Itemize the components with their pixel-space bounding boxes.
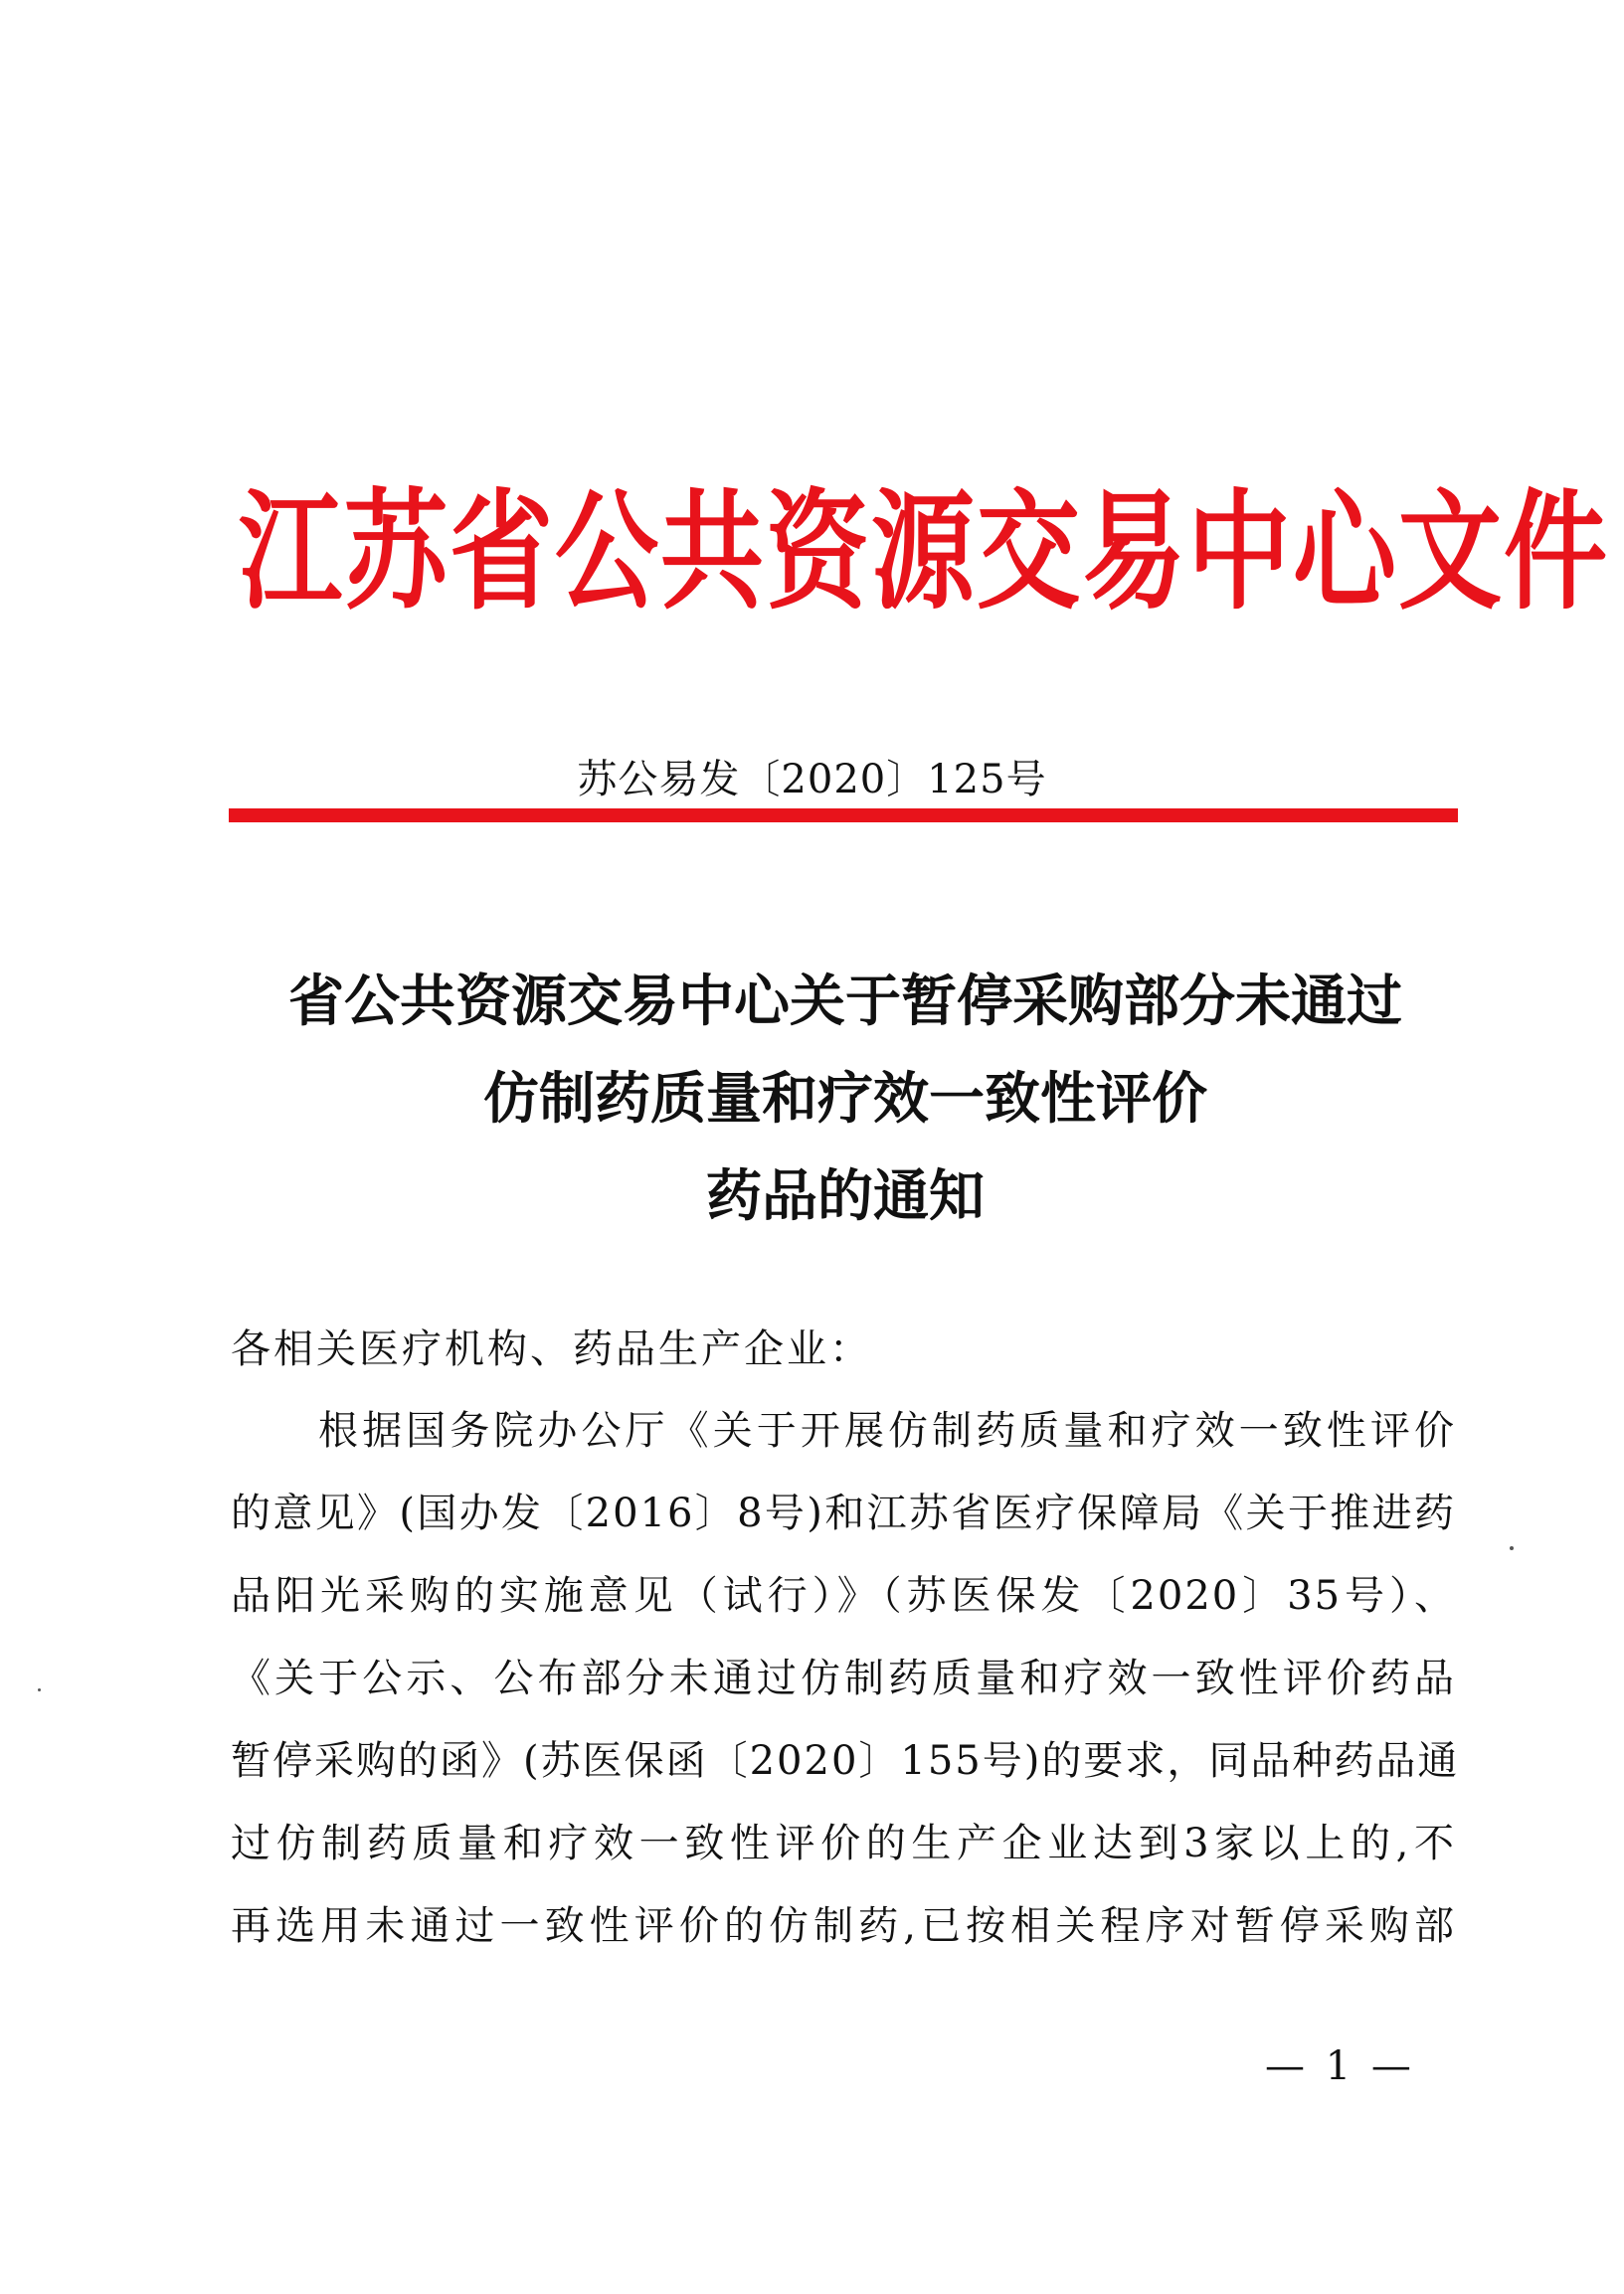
salutation: 各相关医疗机构、药品生产企业： — [231, 1326, 872, 1372]
red-divider-rule — [229, 808, 1458, 822]
title-line-3: 药品的通知 — [706, 1163, 985, 1229]
page-number: — 1 — — [1265, 2043, 1415, 2089]
body-line-7: 再选用未通过一致性评价的仿制药,已按相关程序对暂停采购部 — [231, 1903, 1456, 1949]
scan-speck — [1510, 1546, 1514, 1550]
body-line-5: 暂停采购的函》(苏医保函〔2020〕155号)的要求，同品种药品通 — [231, 1738, 1460, 1784]
title-line-2: 仿制药质量和疗效一致性评价 — [483, 1066, 1207, 1132]
scan-speck — [38, 1688, 41, 1691]
body-line-6: 过仿制药质量和疗效一致性评价的生产企业达到3家以上的,不 — [231, 1821, 1456, 1866]
body-paragraph — [231, 1390, 1460, 1968]
notice-title — [199, 953, 1492, 1245]
document-number: 苏公易发〔2020〕125号 — [577, 757, 1047, 802]
body-line-2: 的意见》(国办发〔2016〕8号)和江苏省医疗保障局《关于推进药 — [231, 1491, 1456, 1536]
body-line-1: 根据国务院办公厅《关于开展仿制药质量和疗效一致性评价 — [318, 1408, 1456, 1454]
title-line-1: 省公共资源交易中心关于暂停采购部分未通过 — [288, 969, 1402, 1034]
body-line-3: 品阳光采购的实施意见（试行）》（苏医保发〔2020〕35号）、 — [231, 1573, 1456, 1619]
masthead-title: 江苏省公共资源交易中心文件 — [239, 475, 1610, 628]
body-line-4: 《关于公示、公布部分未通过仿制药质量和疗效一致性评价药品 — [231, 1656, 1456, 1701]
